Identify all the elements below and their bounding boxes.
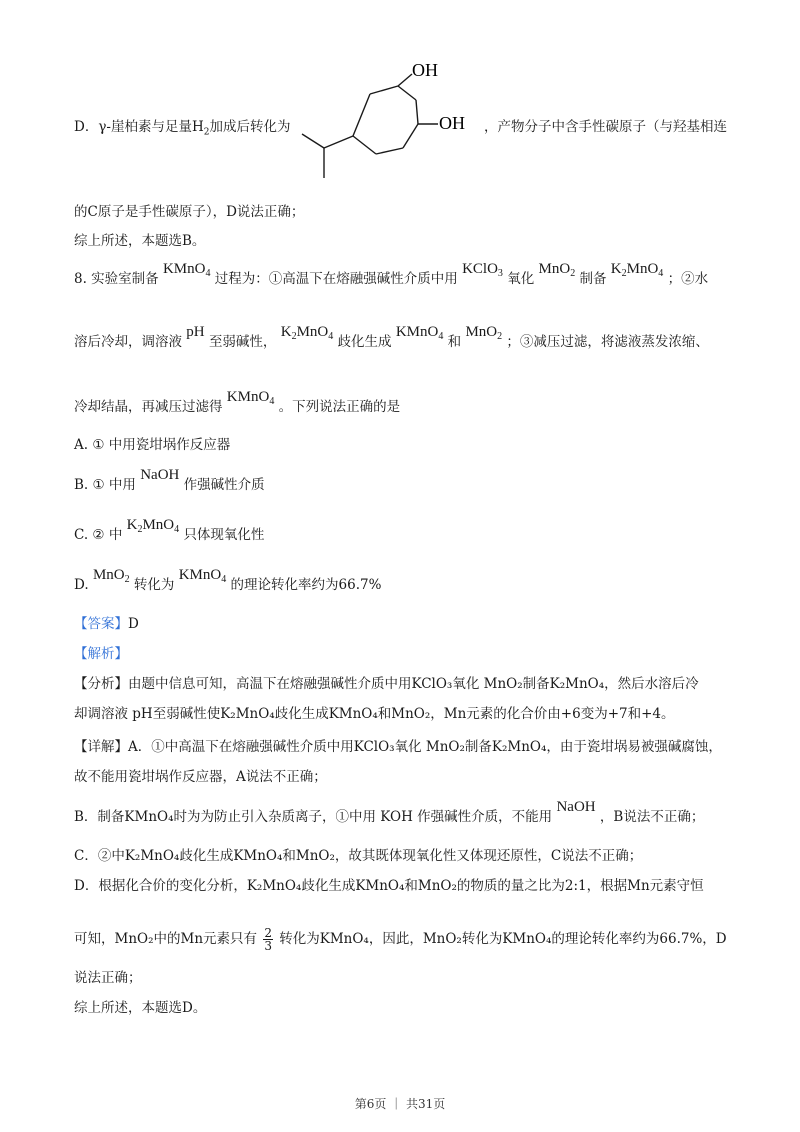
q8-text4: ；②水 bbox=[667, 271, 709, 287]
naoh-formula: NaOH bbox=[140, 467, 180, 483]
kmno4-formula bbox=[163, 261, 211, 277]
sub: 2 bbox=[137, 524, 143, 535]
mno2-formula bbox=[93, 567, 130, 583]
oh-label-right: OH bbox=[439, 113, 465, 133]
q8-number: 8. 实验室制备 bbox=[74, 271, 159, 287]
q8-l2d: 和 bbox=[447, 334, 462, 350]
kclo3-text: KClO bbox=[462, 261, 498, 277]
detail-a2: 故不能用瓷坩埚作反应器，A说法不正确； bbox=[74, 769, 327, 785]
detail-b2-text: ，B说法不正确； bbox=[599, 809, 705, 825]
ph-label: pH bbox=[186, 324, 205, 340]
analysis-p2: 却调溶液 pH至弱碱性使K₂MnO₄歧化生成KMnO₄和MnO₂，Mn元素的化合价由+6变为+7和+4。 bbox=[74, 706, 675, 722]
q8-stem-line1 bbox=[74, 261, 709, 293]
option-a: A. ① 中用瓷坩埚作反应器 bbox=[74, 437, 231, 453]
mno4-text: MnO bbox=[626, 261, 659, 277]
q8-l2b: 至弱碱性， bbox=[208, 334, 277, 350]
q7d-line2: 的C原子是手性碳原子），D说法正确； bbox=[74, 204, 305, 220]
detail-d2b-text: 转化为KMnO₄，因此，MnO₂转化为KMnO₄的理论转化率约为66.7%，D bbox=[279, 931, 727, 947]
analysis-tag: 【解析】 bbox=[74, 646, 128, 662]
detail-a1-text: A．①中高温下在熔融强碱性介质中用KClO₃氧化 MnO₂制备K₂MnO₄，由于瓷坩埚易被强碱腐蚀， bbox=[128, 739, 722, 755]
kmno4-text: KMnO bbox=[162, 261, 206, 277]
mno2-formula bbox=[465, 324, 502, 340]
detail-b1-text: B．制备KMnO₄时为为防止引入杂质离子，①中用 KOH 作强碱性介质，不能用 bbox=[74, 809, 553, 825]
kclo3-formula bbox=[462, 261, 503, 277]
k-text: K bbox=[280, 324, 292, 340]
mno2-formula bbox=[539, 261, 576, 277]
mno2-text: MnO bbox=[465, 324, 498, 340]
q8-l3b: 。下列说法正确的是 bbox=[278, 399, 401, 415]
analysis-sub-tag: 【分析】 bbox=[74, 676, 128, 692]
sub: 2 bbox=[291, 331, 297, 342]
option-c bbox=[74, 517, 265, 549]
q8-text1: 过程为：①高温下在熔融强碱性介质中用 bbox=[214, 271, 458, 287]
option-c-suffix: 只体现氧化性 bbox=[183, 527, 265, 543]
sub: 4 bbox=[205, 268, 211, 279]
k-text: K bbox=[610, 261, 622, 277]
option-c-prefix: C. ② 中 bbox=[74, 527, 123, 543]
sub: 4 bbox=[438, 331, 444, 342]
option-b-suffix: 作强碱性介质 bbox=[183, 477, 265, 493]
kmno4-formula bbox=[227, 389, 275, 405]
q7-summary: 综上所述，本题选B。 bbox=[74, 233, 206, 249]
cycloheptanediol-structure bbox=[298, 56, 488, 186]
sub: 4 bbox=[328, 331, 334, 342]
answer-line bbox=[74, 615, 139, 633]
kmno4-formula bbox=[396, 324, 444, 340]
option-b-prefix: B. ① 中用 bbox=[74, 477, 136, 493]
kmno4-text: KMnO bbox=[178, 567, 222, 583]
answer-value: D bbox=[128, 616, 139, 632]
sub: 2 bbox=[124, 574, 130, 585]
option-d-suffix: 的理论转化率约为66.7% bbox=[230, 577, 382, 593]
mno2-text: MnO bbox=[538, 261, 571, 277]
detail-a1 bbox=[74, 738, 722, 756]
q8-l3a: 冷却结晶，再减压过滤得 bbox=[74, 399, 223, 415]
sub: 4 bbox=[269, 396, 275, 407]
k2mno4-formula bbox=[127, 517, 180, 533]
sub: 2 bbox=[621, 268, 627, 279]
q8-stem-line3 bbox=[74, 389, 401, 421]
kmno4-text: KMnO bbox=[395, 324, 439, 340]
fraction-two-thirds bbox=[263, 927, 273, 952]
detail-d2 bbox=[74, 927, 727, 952]
kmno4-text: KMnO bbox=[226, 389, 270, 405]
q7d-suffix-text: ，产物分子中含手性碳原子（与羟基相连 bbox=[484, 119, 727, 135]
kmno4-formula bbox=[179, 567, 227, 583]
detail-summary: 综上所述，本题选D。 bbox=[74, 1000, 207, 1016]
k2mno4-formula bbox=[281, 324, 334, 340]
sub: 4 bbox=[658, 268, 664, 279]
fraction-numerator: 2 bbox=[264, 926, 272, 940]
detail-tag: 【详解】 bbox=[74, 739, 128, 755]
mno4-text: MnO bbox=[296, 324, 329, 340]
sub: 2 bbox=[497, 331, 503, 342]
detail-d3: 说法正确； bbox=[74, 970, 142, 986]
q7d-prefix2: 加成后转化为 bbox=[209, 119, 291, 135]
q8-l2c: 歧化生成 bbox=[337, 334, 392, 350]
q7d-prefix: D．γ-崖柏素与足量H bbox=[74, 119, 204, 135]
option-d bbox=[74, 567, 382, 599]
oh-label-top: OH bbox=[412, 60, 438, 80]
option-d-mid: 转化为 bbox=[133, 577, 175, 593]
sub: 3 bbox=[497, 268, 503, 279]
q8-text3: 制备 bbox=[579, 271, 607, 287]
q8-stem-line2 bbox=[74, 324, 709, 356]
analysis-p1-text: 由题中信息可知，高温下在熔融强碱性介质中用KClO₃氧化 MnO₂制备K₂MnO₄，然后水溶后冷 bbox=[128, 676, 699, 692]
analysis-p1 bbox=[74, 675, 699, 693]
h2-subscript: 2 bbox=[203, 127, 210, 138]
sub: 4 bbox=[221, 574, 227, 585]
fraction-denominator: 3 bbox=[264, 939, 272, 953]
naoh-formula: NaOH bbox=[556, 799, 596, 815]
q8-l2a: 溶后冷却，调溶液 bbox=[74, 334, 182, 350]
q7d-suffix bbox=[484, 118, 727, 136]
k-text: K bbox=[126, 517, 138, 533]
mno2-text: MnO bbox=[92, 567, 125, 583]
detail-d1: D．根据化合价的变化分析，K₂MnO₄歧化生成KMnO₄和MnO₂的物质的量之比为2:1，根据Mn元素守恒 bbox=[74, 878, 704, 894]
option-b bbox=[74, 467, 265, 494]
detail-d2a-text: 可知，MnO₂中的Mn元素只有 bbox=[74, 931, 258, 947]
q8-text2: 氧化 bbox=[507, 271, 535, 287]
page-footer: 第6页 ｜ 共31页 bbox=[354, 1097, 446, 1111]
answer-tag: 【答案】 bbox=[74, 616, 128, 632]
q8-l2e: ；③减压过滤，将滤液蒸发浓缩、 bbox=[506, 334, 709, 350]
detail-c: C．②中K₂MnO₄歧化生成KMnO₄和MnO₂，故其既体现氧化性又体现还原性，C说法不正确； bbox=[74, 848, 643, 864]
sub: 4 bbox=[174, 524, 180, 535]
k2mno4-formula bbox=[611, 261, 664, 277]
mno4-text: MnO bbox=[142, 517, 175, 533]
sub: 2 bbox=[570, 268, 576, 279]
q7-option-d bbox=[74, 118, 290, 142]
detail-b bbox=[74, 799, 705, 826]
option-d-prefix: D. bbox=[74, 577, 89, 593]
